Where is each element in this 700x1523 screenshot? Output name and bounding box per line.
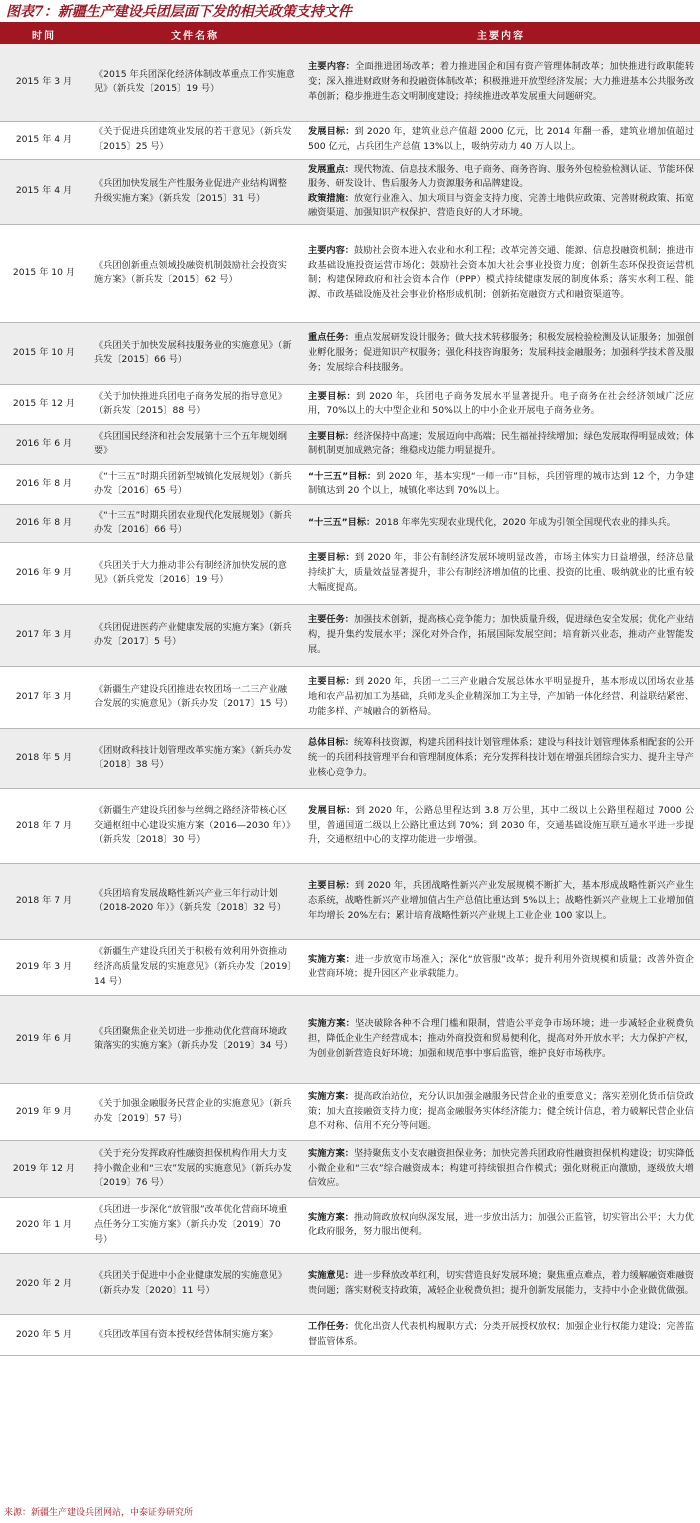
row-time: 2018 年 7 月 (0, 863, 88, 939)
row-document-name: 《“十三五”时期兵团农业现代化发展规划》（新兵办发〔2016〕66 号） (88, 504, 302, 542)
table-row (0, 863, 700, 939)
content-text: 到 2020 年，建筑业总产值超 2000 亿元，比 2014 年翻一番，建筑业增加值超过 500 亿元，占兵团生产总值 13%以上，吸纳劳动力 40 万人以上。 (308, 126, 695, 152)
row-document-name: 《兵团聚焦企业关切进一步推动优化营商环境政策落实的实施方案》（新兵办发〔2019〕34 号） (88, 995, 302, 1083)
row-document-name: 《新疆生产建设兵团推进农牧团场一二三产业融合发展的实施意见》（新兵办发〔2017〕15 号） (88, 666, 302, 728)
content-text: 推动简政放权向纵深发展，进一步放出活力；加强公正监管，切实管出公平；大力优化政府服务，努力服出便利。 (308, 1211, 694, 1238)
row-time: 2020 年 2 月 (0, 1253, 88, 1314)
content-paragraph (308, 1147, 694, 1191)
table-row (0, 542, 700, 604)
row-document-name: 《兵团关于促进中小企业健康发展的实施意见》（新兵办发〔2020〕11 号） (88, 1253, 302, 1314)
content-label: 重点任务： (308, 332, 354, 344)
header-time: 时间 (0, 24, 88, 44)
table-row (0, 121, 700, 159)
row-content (302, 1140, 700, 1197)
row-content (302, 159, 700, 224)
row-content (302, 504, 700, 542)
row-time: 2016 年 8 月 (0, 504, 88, 542)
policy-table (0, 24, 700, 1356)
content-paragraph (308, 192, 694, 221)
row-document-name: 《团财政科技计划管理改革实施方案》（新兵办发〔2018〕38 号） (88, 728, 302, 788)
content-text: 坚持聚焦支小支农融资担保业务；加快完善兵团政府性融资担保机构建设；切实降低小微企业和“三农”综合融资成本；构建可持续银担合作模式；强化财税正向激励，逐级放大增信效应。 (308, 1147, 694, 1189)
content-paragraph (308, 125, 694, 154)
row-time: 2016 年 6 月 (0, 424, 88, 464)
content-text: 提高政治站位，充分认识加强金融服务民营企业的重要意义；落实差别化货币信贷政策；加大直接融资支持力度；提高金融服务实体经济能力；健全统计信息，着力破解民营企业信息不对称、信用不充分等问题。 (308, 1090, 694, 1132)
content-label: 总体目标： (308, 737, 354, 749)
content-label: 主要内容： (308, 61, 356, 73)
row-document-name: 《关于充分发挥政府性融资担保机构作用大力支持小微企业和“三农”发展的实施意见》（新兵办发〔2019〕76 号） (88, 1140, 302, 1197)
row-content (302, 728, 700, 788)
row-content (302, 1083, 700, 1140)
row-time: 2019 年 9 月 (0, 1083, 88, 1140)
row-content (302, 542, 700, 604)
row-time: 2020 年 5 月 (0, 1314, 88, 1355)
row-document-name: 《兵团培育发展战略性新兴产业三年行动计划（2018-2020 年）》（新兵发〔2018〕32 号） (88, 863, 302, 939)
row-time: 2019 年 6 月 (0, 995, 88, 1083)
table-row (0, 224, 700, 322)
content-paragraph (308, 163, 694, 192)
content-label: 实施方案： (308, 1090, 354, 1102)
content-text: 鼓励社会资本进入农业和水利工程；改革完善交通、能源、信息投融资机制；推进市政基础设施投资运营市场化；鼓励社会资本加大社会事业投资力度；创新生态环保投资运营机制；构建保障政府和社会资本合作（PPP）模式持续健康发展的制度体系；落实水利工程、能源、市政基础设施及社会事业价格形成机制；创新拓宽融资方式和融资渠道等。 (308, 245, 694, 300)
header-doc: 文件名称 (88, 24, 302, 44)
table-row (0, 728, 700, 788)
figure-title: 图表7：新疆生产建设兵团层面下发的相关政策支持文件 (0, 0, 700, 24)
row-document-name: 《2015 年兵团深化经济体制改革重点工作实施意见》（新兵发〔2015〕19 号） (88, 44, 302, 121)
content-text: 统筹科技资源，构建兵团科技计划管理体系；建设与科技计划管理体系相配套的公开统一的兵团科技管理平台和管理制度体系；充分发挥科技计划在增强兵团综合实力、提升主导产业核心竞争力。 (308, 737, 694, 778)
row-content (302, 863, 700, 939)
content-label: 实施意见： (308, 1270, 354, 1282)
content-text: 到 2020 年，兵团电子商务发展水平显著提升。电子商务在社会经济领域广泛应用，70%以上的大中型企业和 50%以上的中小企业开展电子商务业务。 (308, 390, 694, 417)
content-paragraph (308, 953, 694, 982)
table-row (0, 1197, 700, 1253)
content-label: 主要目标： (308, 552, 355, 564)
table-row (0, 1314, 700, 1355)
row-document-name: 《关于加强金融服务民营企业的实施意见》（新兵办发〔2019〕57 号） (88, 1083, 302, 1140)
content-text: 到 2020 年，非公有制经济发展环境明显改善，市场主体实力日益增强，经济总量持续扩大，质量效益显著提升，非公有制经济增加值的比重、投资的比重、吸纳就业的比重有较大幅度提高。 (308, 552, 694, 593)
content-text: 现代物流、信息技术服务、电子商务、商务咨询、服务外包检验检测认证、节能环保服务、研发设计、售后服务人力资源服务和品牌建设。 (308, 163, 694, 190)
content-text: 放宽行业准入、加大项目与资金支持力度、完善土地供应政策、完善财税政策、拓宽融资渠道、加强知识产权保护、营造良好的人才环境。 (308, 192, 694, 219)
content-paragraph (308, 551, 694, 595)
content-label: 发展目标： (308, 804, 356, 816)
content-label: 主要目标： (308, 676, 355, 688)
content-label: “十三五”目标： (308, 517, 376, 529)
row-document-name: 《新疆生产建设兵团参与丝绸之路经济带核心区交通枢纽中心建设实施方案（2016—2030 年）》（新兵发〔2018〕30 号） (88, 788, 302, 863)
row-content (302, 995, 700, 1083)
row-document-name: 《关于加快推进兵团电子商务发展的指导意见》（新兵发〔2015〕88 号） (88, 384, 302, 424)
content-paragraph (308, 1269, 694, 1298)
content-text: 加强技术创新，提高核心竞争能力；加快质量升级，促进绿色安全发展；优化产业结构，提升集约发展水平；深化对外合作，拓展国际发展空间；培育新兴业态，推动产业智能发展。 (308, 614, 694, 655)
content-paragraph (308, 516, 694, 531)
content-paragraph (308, 430, 694, 459)
row-content (302, 788, 700, 863)
content-paragraph (308, 804, 694, 848)
row-document-name: 《新疆生产建设兵团关于积极有效利用外资推动经济高质量发展的实施意见》（新兵办发〔2019〕14 号） (88, 939, 302, 995)
row-time: 2015 年 4 月 (0, 121, 88, 159)
table-row (0, 939, 700, 995)
row-content (302, 121, 700, 159)
table-row (0, 1253, 700, 1314)
table-header (0, 24, 700, 44)
row-content (302, 424, 700, 464)
content-label: “十三五”目标： (308, 470, 377, 482)
table-row (0, 424, 700, 464)
row-document-name: 《兵团改革国有资本授权经营体制实施方案》 (88, 1314, 302, 1355)
content-text: 全面推进团场改革；着力推进国企和国有资产管理体制改革；加快推进行政职能转变；深入推进财政财务和投融资体制改革；积极推进开放型经济发展；大力推进基本公共服务改革创新；稳步推进生态文明制度建设；持续推进改革发展重大问题研究。 (308, 61, 695, 102)
content-label: 主要内容： (308, 245, 354, 257)
row-time: 2019 年 12 月 (0, 1140, 88, 1197)
row-content (302, 384, 700, 424)
row-time: 2018 年 7 月 (0, 788, 88, 863)
row-content (302, 224, 700, 322)
content-paragraph (308, 1320, 694, 1349)
content-paragraph (308, 613, 694, 657)
content-paragraph (308, 1017, 694, 1061)
row-document-name: 《兵团促进医药产业健康发展的实施方案》（新兵办发〔2017〕5 号） (88, 604, 302, 666)
content-paragraph (308, 1090, 694, 1134)
row-time: 2015 年 10 月 (0, 224, 88, 322)
row-document-name: 《“十三五”时期兵团新型城镇化发展规划》（新兵办发〔2016〕65 号） (88, 464, 302, 504)
row-document-name: 《兵团国民经济和社会发展第十三个五年规划纲要》 (88, 424, 302, 464)
row-content (302, 1197, 700, 1253)
table-row (0, 1083, 700, 1140)
row-time: 2015 年 4 月 (0, 159, 88, 224)
content-text: 到 2020 年，基本实现“一师一市”目标，兵团管理的城市达到 12 个，力争建制镇达到 20 个以上，城镇化率达到 70%以上。 (308, 470, 694, 497)
row-content (302, 666, 700, 728)
content-label: 发展重点： (308, 163, 354, 175)
table-row (0, 464, 700, 504)
content-text: 经济保持中高速；发展迈向中高端；民生福祉持续增加；绿色发展取得明显成效；体制机制更加成熟完备；维稳戍边能力明显提升。 (308, 430, 694, 457)
content-label: 工作任务： (308, 1321, 354, 1333)
row-content (302, 464, 700, 504)
row-time: 2017 年 3 月 (0, 604, 88, 666)
content-text: 重点发展研发设计服务；做大技术转移服务；积极发展检验检测及认证服务；加强创业孵化服务；促进知识产权服务；强化科技咨询服务；发展科技金融服务；加强科学技术普及服务；发展综合科技服务。 (308, 332, 694, 373)
content-paragraph (308, 244, 694, 302)
table-row (0, 1140, 700, 1197)
content-text: 进一步释放改革红利，切实营造良好发展环境；聚焦重点难点，着力缓解融资难融资贵问题；落实财税支持政策，减轻企业税费负担；提升创新发展能力，支持中小企业做优做强。 (308, 1270, 694, 1296)
content-label: 实施方案： (308, 953, 356, 965)
content-text: 坚决破除各种不合理门槛和限制，营造公平竞争市场环境；进一步减轻企业税费负担，降低企业生产经营成本；推动外商投资和贸易便利化，提高对外开放水平；大力保护产权，为创业创新营造良好环境；加强和规范事中事后监管，维护良好市场秩序。 (308, 1018, 695, 1059)
header-content: 主要内容 (302, 24, 700, 44)
content-text: 到 2020 年，兵团一二三产业融合发展总体水平明显提升，基本形成以团场农业基地和农产品初加工为基础，兵师龙头企业精深加工为主导，产加销一体化经营、利益联结紧密、功能多样、产城融合的新格局。 (308, 676, 694, 717)
row-time: 2015 年 3 月 (0, 44, 88, 121)
row-document-name: 《兵团加快发展生产性服务业促进产业结构调整升级实施方案》（新兵发〔2015〕31 号） (88, 159, 302, 224)
content-label: 政策措施： (308, 192, 354, 204)
content-text: 到 2020 年，兵团战略性新兴产业发展规模不断扩大，基本形成战略性新兴产业生态系统，战略性新兴产业增加值占生产总值比重达到 5%以上；战略性新兴产业规上工业增加值年均增长 20%左右；累计培育战略性新兴产业规上工业企业 100 家以上。 (308, 880, 694, 921)
content-paragraph (308, 331, 694, 375)
content-label: 主要目标： (308, 390, 357, 402)
content-paragraph (308, 390, 694, 419)
row-document-name: 《兵团进一步深化“放管服”改革优化营商环境重点任务分工实施方案》（新兵办发〔2019〕70 号） (88, 1197, 302, 1253)
content-label: 主要目标： (308, 880, 355, 892)
row-time: 2015 年 10 月 (0, 322, 88, 384)
content-paragraph (308, 60, 694, 104)
row-document-name: 《兵团关于加快发展科技服务业的实施意见》（新兵发〔2015〕66 号） (88, 322, 302, 384)
table-row (0, 44, 700, 121)
content-label: 发展目标： (308, 126, 355, 138)
content-label: 实施方案： (308, 1147, 354, 1159)
table-row (0, 604, 700, 666)
content-paragraph (308, 1211, 694, 1240)
row-content (302, 1253, 700, 1314)
content-label: 实施方案： (308, 1018, 356, 1030)
content-label: 主要任务： (308, 614, 354, 626)
row-time: 2020 年 1 月 (0, 1197, 88, 1253)
content-paragraph (308, 470, 694, 499)
row-document-name: 《兵团关于大力推动非公有制经济加快发展的意见》（新兵党发〔2016〕19 号） (88, 542, 302, 604)
row-time: 2019 年 3 月 (0, 939, 88, 995)
table-row (0, 384, 700, 424)
row-document-name: 《关于促进兵团建筑业发展的若干意见》（新兵发〔2015〕25 号） (88, 121, 302, 159)
row-time: 2015 年 12 月 (0, 384, 88, 424)
content-text: 进一步放宽市场准入；深化“放管服”改革；提升利用外资规模和质量；改善外资企业营商环境；提升园区产业承载能力。 (308, 953, 694, 980)
row-content (302, 604, 700, 666)
row-content (302, 322, 700, 384)
table-row (0, 504, 700, 542)
row-time: 2018 年 5 月 (0, 728, 88, 788)
row-document-name: 《兵团创新重点领域投融资机制鼓励社会投资实施方案》（新兵发〔2015〕62 号） (88, 224, 302, 322)
content-paragraph (308, 736, 694, 780)
row-time: 2016 年 8 月 (0, 464, 88, 504)
content-paragraph (308, 879, 694, 923)
source-note: 来源：新疆生产建设兵团网站，中泰证券研究所 (4, 1508, 194, 1518)
row-time: 2017 年 3 月 (0, 666, 88, 728)
content-label: 实施方案： (308, 1211, 354, 1223)
table-row (0, 995, 700, 1083)
row-content (302, 1314, 700, 1355)
table-row (0, 159, 700, 224)
table-row (0, 666, 700, 728)
table-row (0, 788, 700, 863)
table-row (0, 322, 700, 384)
content-text: 到 2020 年，公路总里程达到 3.8 万公里，其中二级以上公路里程超过 7000 公里，普通国道二级以上公路比重达到 70%；到 2030 年，交通基础设施互联互通水平进一步提升，交通枢纽中心的支撑功能进一步增强。 (308, 804, 695, 846)
table-body (0, 44, 700, 1355)
content-label: 主要目标： (308, 430, 354, 442)
row-content (302, 939, 700, 995)
row-content (302, 44, 700, 121)
row-time: 2016 年 9 月 (0, 542, 88, 604)
content-text: 2018 年率先实现农业现代化，2020 年成为引领全国现代农业的排头兵。 (375, 517, 676, 529)
content-paragraph (308, 675, 694, 719)
content-text: 优化出资人代表机构履职方式；分类开展授权放权；加强企业行权能力建设；完善监督监管体系。 (308, 1321, 694, 1347)
